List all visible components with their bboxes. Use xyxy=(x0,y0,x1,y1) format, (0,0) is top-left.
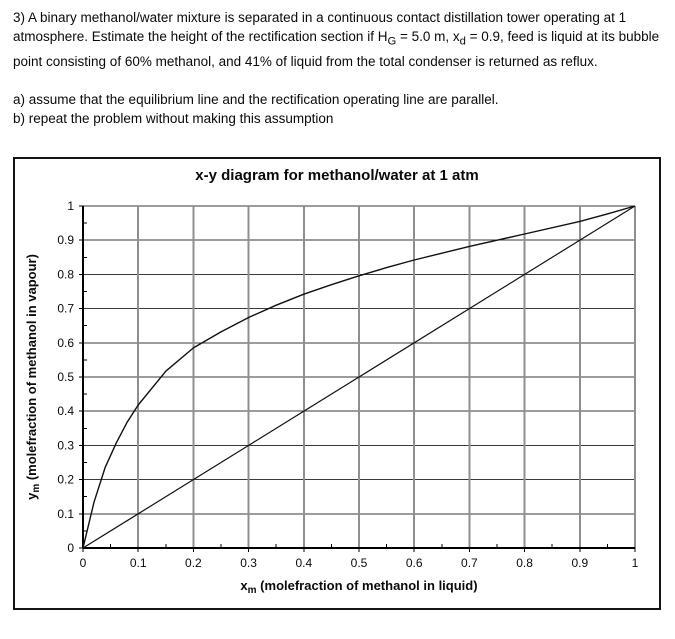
problem-text-2: = 5.0 m, x xyxy=(396,29,460,44)
y-tick-label: 0.1 xyxy=(57,506,74,521)
x-tick-label: 0.9 xyxy=(571,556,589,570)
chart-title: x-y diagram for methanol/water at 1 atm xyxy=(195,167,479,184)
x-axis-title: $x_m$ (molefraction of methanol in liquid) xyxy=(240,578,478,596)
y-tick-label: 0.7 xyxy=(57,301,74,316)
y-tick-label: 0.3 xyxy=(57,438,74,453)
y-tick-label: 0.8 xyxy=(57,267,74,282)
x-tick-label: 0.7 xyxy=(461,556,478,570)
problem-paragraph xyxy=(13,8,665,71)
x-tick-label: 0.2 xyxy=(185,556,202,570)
subscript-d: d xyxy=(459,35,466,48)
x-tick-label: 0.3 xyxy=(240,556,257,570)
xy-diagram xyxy=(15,189,659,608)
x-tick-label: 0.6 xyxy=(405,556,423,570)
problem-statement xyxy=(13,8,665,128)
item-b: b) repeat the problem without making this assumption xyxy=(13,110,334,126)
y-tick-label: 0.6 xyxy=(57,335,74,350)
y-tick-label: 0.9 xyxy=(57,233,74,248)
x-tick-label: 0 xyxy=(79,556,87,570)
x-tick-label: 0.8 xyxy=(516,556,533,570)
problem-text-1: 3) A binary methanol/water mixture is separated in a continuous contact distillation tower operating at 1 atmosphere. Estimate the height of the rectification section if H xyxy=(13,10,627,44)
item-a: a) assume that the equilibrium line and the rectification operating line are parallel. xyxy=(13,91,499,107)
x-tick-label: 0.5 xyxy=(350,556,368,570)
subscript-G: G xyxy=(387,35,397,48)
y-tick-label: 0 xyxy=(67,541,74,555)
y-tick-label: 0.2 xyxy=(57,472,74,487)
y-tick-label: 0.4 xyxy=(57,404,74,419)
x-tick-label: 0.4 xyxy=(295,556,313,570)
problem-text-3: = 0.9, feed is liquid at its bubble point consisting of 60% methanol, and 41% of liquid from the total condenser is returned as reflux. xyxy=(13,29,660,69)
x-tick-label: 1 xyxy=(631,556,639,570)
y-tick-label: 0.5 xyxy=(57,370,74,384)
problem-items xyxy=(13,90,665,128)
x-tick-label: 0.1 xyxy=(129,556,147,570)
y-axis-title: $y_m$ (molefraction of methanol in vapour) xyxy=(24,254,42,500)
chart-panel xyxy=(13,157,661,610)
y-tick-label: 1 xyxy=(67,199,74,213)
